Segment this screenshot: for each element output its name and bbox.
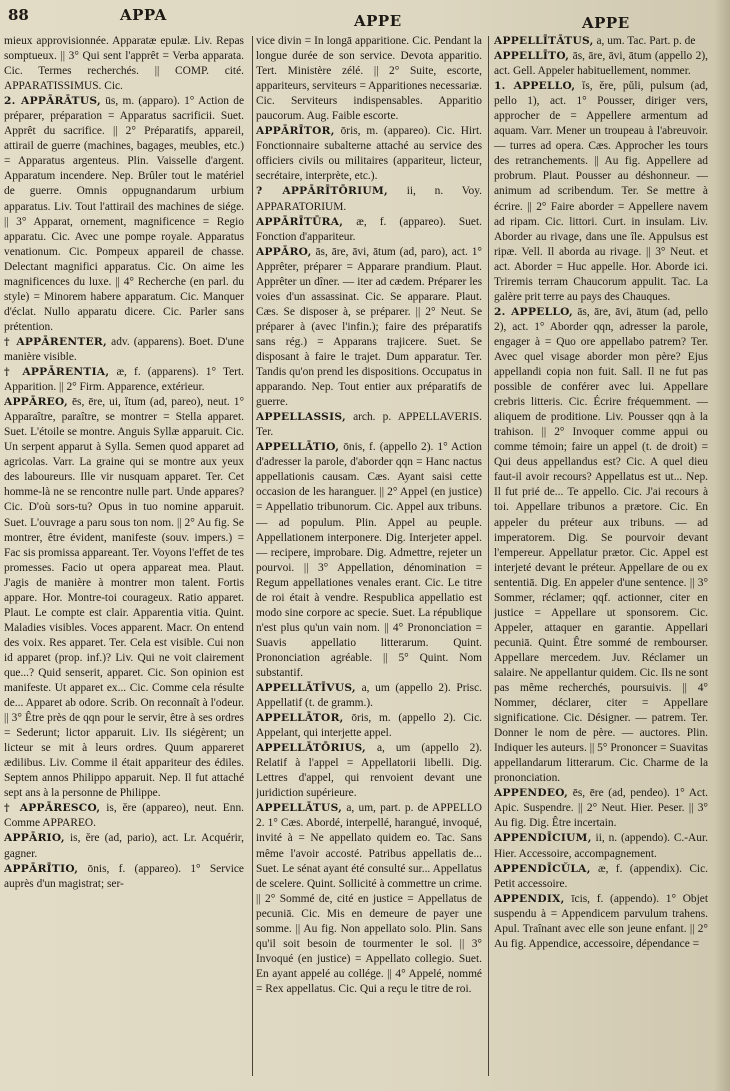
entry-definition: a, um (appello 2). Prisc. Appellatif (t. de gramm.).	[256, 682, 482, 710]
entry-headword: APPĀRĪTIO,	[4, 862, 79, 875]
entry-definition: ōris, m. (appello 2). Cic. Appelant, qui interjette appel.	[256, 712, 482, 740]
entry-definition: ūs, m. (apparo). 1° Action de préparer, préparation = Apparatus sacrificii. Suet. Apprêt du sacrifice. || 2° Préparatifs, appareil, attirail de guerre (machines, bagages, meubles, etc.) = Apparatus argenteus. Plin. Vaisselle d'argent. Apparatum incendere. Nep. Brûler tout le matériel de guerre. Omnis oppugnandarum urbium apparatus. Liv. Tout l'attirail des machines de siége. || 3° Apparat, ornement, magnificence = Regio apparatu. Cic. Avec une pompe royale. Apparatus venationum. Cic. Pompeux appareil de chasse. Delectant magnifici apparatus. Cic. On aime les magnificences du luxe. || 4° Recherche (en parl. du style) = Minorem habere apparatum. Cic. Manquer d'éclat. Nullo apparatu dicere. Cic. Parler sans prétention.	[4, 95, 244, 333]
dictionary-entry	[256, 440, 482, 681]
entry-headword: 2. APPELLO,	[494, 305, 573, 318]
dictionary-columns	[4, 34, 708, 1086]
entry-definition: ii, n. (appendo). C.-Aur. Hier. Accessoire, accompagnement.	[494, 832, 708, 860]
entry-definition: adv. (apparens). Boet. D'une manière visible.	[4, 335, 244, 363]
dictionary-entry	[4, 395, 244, 801]
entry-definition: arch. p. APPELLAVERIS. Ter.	[256, 411, 482, 439]
entry-definition: a, um, part. p. de APPELLO 2. 1° Cæs. Abordé, interpellé, harangué, invoqué, invité à = Ne appellato quidem eo. Tac. Sans même l'avoir accosté. Patribus appellatis de... Suet. Le sénat ayant été consulté sur... Appellatus de scelere. Quint. Sollicité à commettre un crime. || 2° Sommé de, cité en justice = Appellatus de pecuniā. Cic. Mis en demeure de payer une somme. || Au fig. Non appellato solo. Plin. Sans qu'il soit besoin de tourmenter le sol. || 3° Invoqué (en justice) = Appellato collegio. Suet. En ayant appelé au collége. || 4° Appelé, nommé = Rex appellatus. Cic. Qui a reçu le titre de roi.	[256, 802, 482, 995]
dictionary-entry	[494, 831, 708, 861]
dictionary-entry	[4, 801, 244, 831]
dictionary-entry	[256, 410, 482, 440]
entry-headword: APPĀRO,	[256, 245, 312, 258]
dictionary-entry	[256, 245, 482, 411]
dictionary-entry	[494, 786, 708, 831]
entry-headword: APPELLĀTĪVUS,	[256, 682, 356, 695]
dictionary-entry	[256, 124, 482, 184]
entry-headword: APPELLĀTŌRIUS,	[256, 742, 367, 755]
dictionary-entry	[256, 184, 482, 214]
dictionary-entry	[256, 801, 482, 997]
entry-definition: ēs, ēre, ui, ĭtum (ad, pareo), neut. 1° Apparaître, paraître, se montrer = Stella apparet. Suet. L'étoile se montre. Anguis Syllæ apparuit. Cic. Un serpent apparut à Sylla. Semen quod apparet ad agricolas. Varr. La graine qui se montre aux yeux des laboureurs. Ille vir nusquam apparet. Ter. Cet homme-là ne se rencontre nulle part. Unde appares? Cic. D'où sors-tu? Opus in tuo nomine apparuit. Suet. L'ouvrage a paru sous ton nom. || 2° Au fig. Se montrer, être évident, manifeste (souv. impers.) = Fac sis promissa appareant. Ter. Voyons l'effet de tes promesses. Facio ut opera appareat mea. Plaut. J'agis de manière à montrer mon talent. Fortis appare. Hor. Montre-toi courageux. Ratio apparet. Plaut. Le compte est clair. Apparentia vitia. Quint. Maladies visibles. Voces apparent. Macr. On entend des voix. Res apparet. Ter. Cela est visible. Cui non id apparet (prop. inf.)? Liv. Qui ne voit clairement que...? Quid senserit, apparet. Cic. Son opinion est manifeste. Ut apparet ex... Cic. Comme cela résulte de... Apparet ab odore. Scrib. On reconnaît à l'odeur. || 3° Être près de qqn pour le servir, être à ses ordres = Sederunt; lictor apparuit. Liv. Ils siégèrent; un licteur se mit à leurs ordres. Quum appareret ædilibus. Liv. Comme il était appariteur des édiles. Septem annos Philippo apparuit. Nep. Il fut attaché sept ans à la personne de Philippe.	[4, 396, 244, 800]
entry-headword: † APPĀRESCO,	[4, 802, 101, 815]
right-running-head: APPE	[582, 14, 630, 32]
dictionary-entry	[4, 94, 244, 335]
dictionary-entry	[4, 365, 244, 395]
entry-definition: ii, n. Voy. APPARATORIUM.	[256, 185, 482, 213]
entry-headword: APPELLĪTĀTUS,	[494, 35, 594, 47]
dictionary-entry	[494, 305, 708, 787]
entry-headword: APPENDĪCIUM,	[494, 832, 592, 845]
entry-definition: mieux approvisionnée. Apparatæ epulæ. Liv. Repas somptueux. || 3° Qui sent l'apprêt = Verba apparata. Cic. Termes recherchés. || COMP. cité. APPARATISSIMUS. Cic.	[4, 35, 244, 93]
dictionary-entry	[4, 862, 244, 892]
dictionary-entry	[4, 34, 244, 94]
entry-headword: APPENDĪCŬLA,	[494, 862, 591, 875]
entry-definition: a, um. Tac. Part. p. de	[593, 35, 696, 47]
entry-headword: † APPĀRENTER,	[4, 335, 108, 348]
entry-definition: ās, āre, āvi, ātum (ad, pello 2), act. 1° Aborder qqn, adresser la parole, engager à = Quo ore appellabo patrem? Ter. Avec quel visage aborder mon père? Ejus appellandi copia non fuit. Sall. Il ne fut pas possible de conférer avec lui. Appellare crebris litteris. Cic. Écrire fréquemment. — aliquem de proditione. Liv. Pousser qqn à la trahison. || 2° Invoquer comme appui ou comme témoin; faire un appel (t. de droit) = Qui deus appellandus est? Cic. A quel dieu faut-il avoir recours? Appellatus est ut... Nep. Il fut prié de... Te appello. Cic. J'ai recours à toi. Appellare tribunos a prætore. Cic. En appeler du préteur aux tribuns. — ad imperatorem. Dig. Se pourvoir devant l'empereur. Appellatur prætor. Cic. Appel est interjeté devant le préteur. Appellare de ou ex sententiā. Dig. En appeler d'une sentence. || 3° Sommer, réclamer; qqf. actionner, citer en justice = Appellare ut sponsorem. Cic. Appeler, attaquer en garantie. Appellari pecuniā. Quint. Être sommé de rembourser. Appellare mercedem. Juv. Réclamer un salaire. Ne appellantur quidem. Cic. Ils ne sont pas même recherchés, poursuivis. || 4° Nommer, déclarer, citer = Appellare significatione. Cic. Désigner. — patrem. Ter. Donner le nom de père. — auctores. Plin. Indiquer les auteurs. || 5° Prononcer = Suavitas appellandarum litterarum. Cic. Charme de la prononciation.	[494, 305, 708, 785]
entry-definition: is, ĕre (ad, pario), act. Lr. Acquérir, gagner.	[4, 832, 244, 860]
dictionary-entry	[4, 335, 244, 365]
entry-headword: APPĀRĪTOR,	[256, 125, 335, 138]
dictionary-entry	[494, 79, 708, 305]
entry-headword: APPĀRIO,	[4, 832, 65, 845]
entry-definition: ōris, m. (appareo). Cic. Hirt. Fonctionnaire subalterne attaché au service des officiers civils ou militaires (appariteur, licteur, secrétaire, interprète, etc.).	[256, 125, 482, 183]
column-left	[4, 34, 244, 1086]
dictionary-entry	[4, 831, 244, 861]
entry-headword: APPELLASSIS,	[256, 411, 346, 424]
entry-definition: ēs, ēre (ad, pendeo). 1° Act. Apic. Suspendre. || 2° Neut. Hier. Peser. || 3° Au fig. Dig. Être incertain.	[494, 787, 708, 830]
dictionary-entry	[256, 34, 482, 124]
entry-headword: 2. APPĀRĀTUS,	[4, 95, 101, 108]
entry-definition: ōnis, f. (appello 2). 1° Action d'adresser la parole, d'aborder qqn = Hanc nactus appellationis causam. Cæs. Ayant saisi cette occasion de les haranguer. || 2° Appel (en justice) = Appellatio tribunorum. Cic. Appel aux tribuns. — ad populum. Plin. Appel au peuple. Appellationem interponere. Dig. Interjeter appel. — recipere, improbare. Dig. Admettre, rejeter un pourvoi. || 3° Appellation, dénomination = Regum appellationes venales erant. Cic. Le titre de roi était à vendre. Respublica appellatio est modo sine corpore ac specie. Suet. La république n'est plus qu'un vain nom. || 4° Prononciation = Suavis appellatio litterarum. Quint. Prononciation agréable. || 5° Quint. Nom substantif.	[256, 441, 482, 679]
entry-definition: æ, f. (appendix). Cic. Petit accessoire.	[494, 862, 708, 890]
dictionary-entry	[494, 862, 708, 892]
entry-headword: APPĀREO,	[4, 396, 68, 409]
entry-headword: APPELLĀTUS,	[256, 802, 343, 815]
entry-definition: vice divin = In longā apparitione. Cic. Pendant la longue durée de son service. Devota apparitio. Tert. Ministère zélé. || 2° Suite, escorte, appariteurs, serviteurs = Apparitiones necessariæ. Cic. Serviteurs indispensables. Apparitio paucorum. Aug. Faible escorte.	[256, 35, 482, 123]
entry-headword: † APPĀRENTIA,	[4, 366, 110, 379]
dictionary-entry	[256, 741, 482, 801]
dictionary-entry	[256, 711, 482, 741]
column-middle	[256, 34, 482, 1086]
entry-definition: īcis, f. (appendo). 1° Objet suspendu à = Appendicem parvulum trahens. Apul. Traînant avec elle son jeune enfant. || 2° Au fig. Appendice, accessoire, dépendance =	[494, 892, 708, 950]
center-running-head: APPE	[354, 12, 402, 30]
entry-definition: æ, f. (appareo). Suet. Fonction d'appariteur.	[256, 215, 482, 243]
dictionary-entry	[494, 49, 708, 79]
entry-definition: ĭs, ĕre, pŭli, pulsum (ad, pello 1), act. 1° Pousser, diriger vers, approcher de = Appellere armentum ad aquam. Varr. Mener un troupeau à l'abreuvoir. — turres ad opera. Cæs. Approcher les tours des retranchements. || Au fig. Appellere ad probrum. Plaut. Pousser au déshonneur. — animum ad scribendum. Ter. Se mettre à écrire. || 2° Faire aborder = Appellere navem ad ripam. Cic. littori. Curt. in insulam. Liv. Aborder au rivage, dans une île. Appulsus est ripæ. Vell. Il aborda au rivage. || 3° Neut. et act. Aborder = Huc appelle. Hor. Aborde ici. Triremis terram Chaucorum appulit. Tac. La galère prit terre au pays des Chauques.	[494, 80, 708, 303]
entry-headword: 1. APPELLO,	[494, 80, 576, 93]
entry-definition: is, ĕre (appareo), neut. Enn. Comme APPAREO.	[4, 802, 244, 830]
entry-headword: APPENDEO,	[494, 787, 569, 800]
dictionary-entry	[494, 34, 708, 49]
entry-headword: APPELLĀTOR,	[256, 712, 344, 725]
entry-headword: APPĀRĪTŪRA,	[256, 215, 344, 228]
entry-definition: a, um (appello 2). Relatif à l'appel = Appellatorii libelli. Dig. Lettres d'appel, qui renvoient devant une juridiction supérieure.	[256, 742, 482, 800]
dictionary-entry	[256, 681, 482, 711]
entry-definition: ās, āre, āvi, ātum (appello 2), act. Gell. Appeler habituellement, nommer.	[494, 50, 708, 78]
entry-headword: ? APPĀRĪTŌRIUM,	[256, 185, 388, 198]
entry-headword: APPENDIX,	[494, 892, 565, 905]
entry-definition: ōnis, f. (appareo). 1° Service auprès d'un magistrat; ser-	[4, 862, 244, 890]
left-running-head: APPA	[120, 6, 167, 24]
column-right	[494, 34, 708, 1086]
page-header	[8, 4, 714, 30]
dictionary-entry	[494, 892, 708, 952]
page-spine-shadow	[714, 0, 730, 1091]
entry-headword: APPELLĪTO,	[494, 50, 570, 63]
entry-definition: ās, āre, āvi, ātum (ad, paro), act. 1° Apprêter, préparer = Apparare prandium. Plaut. Apprêter un dîner. — iter ad cædem. Préparer les voies d'un assassinat. Cic. Se apparare. Plaut. Cæs. Se disposer à, se préparer. || 2° Neut. Se préparer à (avec l'infin.); faire des préparatifs sans rég.) = Apparans trajicere. Suet. Se disposant à faire le trajet. Dum apparatur. Ter. Tandis qu'on prend les dispositions. Occupatus in apparando. Nep. Tout entier aux préparatifs de guerre.	[256, 245, 482, 409]
page-number: 88	[8, 6, 29, 24]
dictionary-entry	[256, 215, 482, 245]
entry-definition: æ, f. (apparens). 1° Tert. Apparition. || 2° Firm. Apparence, extérieur.	[4, 366, 244, 394]
entry-headword: APPELLĀTIO,	[256, 441, 340, 454]
